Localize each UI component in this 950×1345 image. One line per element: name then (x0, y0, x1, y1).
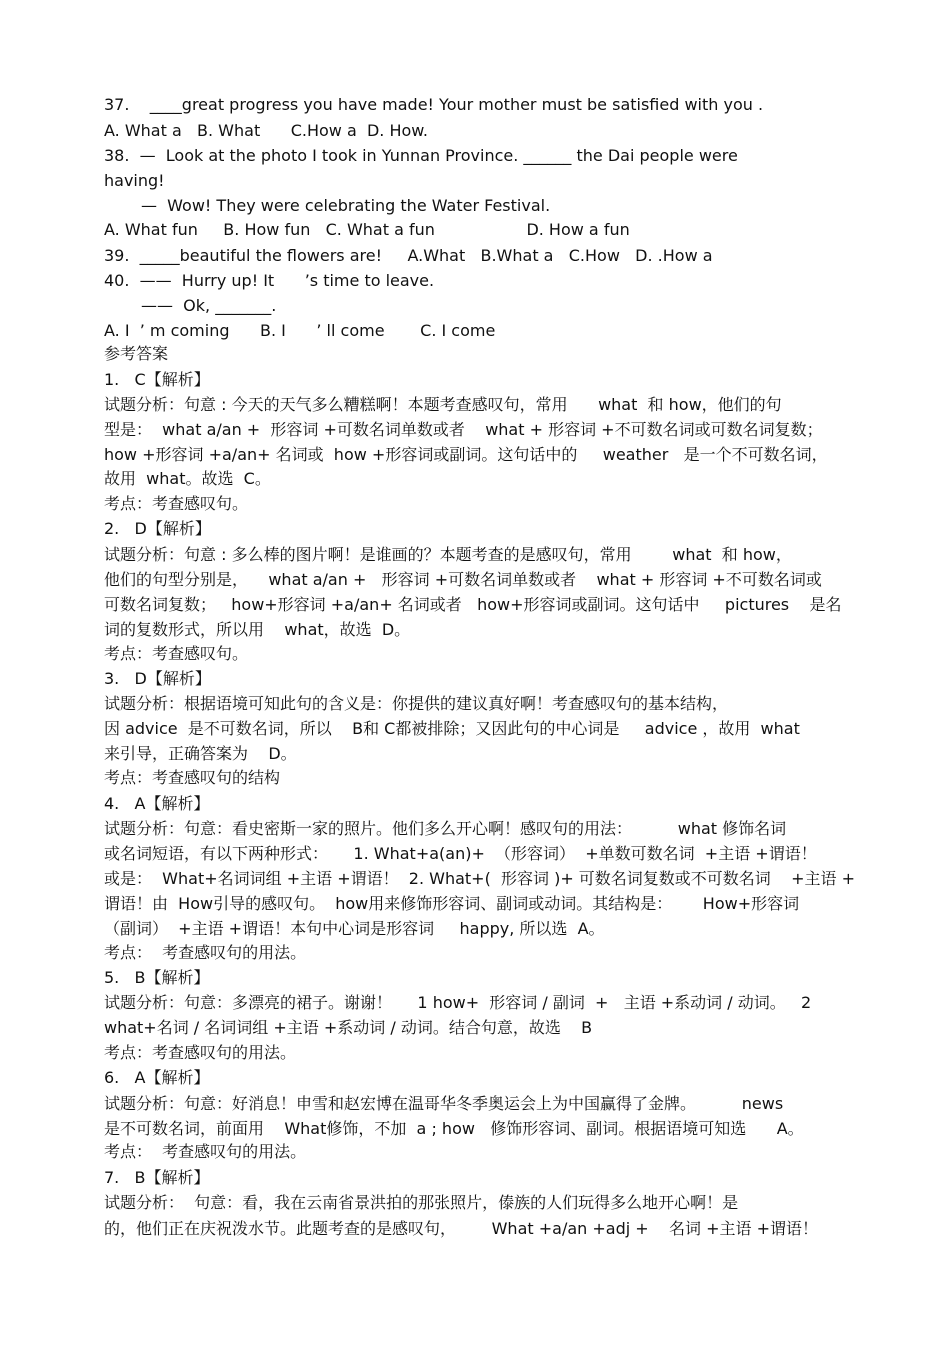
answer-line: 试题分析： 句意：看，我在云南省景洪拍的那张照片，傣族的人们玩得多么地开心啊！是 (104, 1193, 739, 1212)
answer-line: 他们的句型分别是， what a/an + 形容词 +可数名词单数或者 what + 形容词 +不可数名词或 (104, 570, 822, 589)
answer-line: 考点：考查感叹句。 (104, 644, 249, 663)
answer-line: 试题分析：句意：好消息！申雪和赵宏博在温哥华冬季奥运会上为中国赢得了金牌。 news (104, 1094, 784, 1113)
answer-line: 试题分析：句意 : 今天的天气多么糟糕啊！本题考查感叹句，常用 what 和 how，他们的句 (104, 395, 782, 414)
answer-line: 3. D【解析】 (104, 669, 211, 688)
answer-line: 试题分析：句意：看史密斯一家的照片。他们多么开心啊！感叹句的用法： what 修饰名词 (104, 819, 787, 838)
answer-line: how +形容词 +a/an+ 名词或 how +形容词或副词。这句话中的 weather 是一个不可数名词， (104, 445, 828, 464)
q40-options: A. I ’ m coming B. I ’ ll come C. I come (104, 321, 496, 340)
answer-line: 5. B【解析】 (104, 968, 210, 987)
answer-line: 考点： 考查感叹句的用法。 (104, 943, 307, 962)
answer-line: 1. C【解析】 (104, 370, 210, 389)
answer-line: 7. B【解析】 (104, 1168, 210, 1187)
q37-options: A. What a B. What C.How a D. How. (104, 121, 428, 140)
answer-line: 试题分析：句意 : 多么棒的图片啊！是谁画的？本题考查的是感叹句，常用 what 和 how， (104, 545, 792, 564)
answer-line: 考点： 考查感叹句的用法。 (104, 1142, 307, 1161)
answer-line: 故用 what。故选 C。 (104, 469, 271, 488)
q37-stem: 37. ____great progress you have made! Your mother must be satisfied with you . (104, 95, 764, 114)
answer-line: 是不可数名词，前面用 What修饰，不加 a ; how 修饰形容词、副词。根据语境可知选 A。 (104, 1119, 804, 1138)
answer-line: 或是： What+名词词组 +主语 +谓语！ 2. What+( 形容词 )+ 可数名词复数或不可数名词 +主语 + (104, 869, 856, 888)
answer-line: 试题分析：根据语境可知此句的含义是：你提供的建议真好啊！考查感叹句的基本结构， (104, 694, 729, 713)
q40-stem: 40. —— Hurry up! It ’s time to leave. (104, 271, 435, 290)
answers-heading: 参考答案 (104, 344, 169, 363)
answer-line: 考点：考查感叹句。 (104, 494, 249, 513)
answer-line: 来引导，正确答案为 D。 (104, 744, 297, 763)
answer-line: 考点：考查感叹句的结构 (104, 768, 281, 787)
q38-stem: 38. — Look at the photo I took in Yunnan Province. ______ the Dai people were (104, 146, 738, 165)
answer-line: （副词） +主语 +谓语！本句中心词是形容词 happy, 所以选 A。 (104, 919, 605, 938)
q39-line: 39. _____beautiful the flowers are! A.What B.What a C.How D. .How a (104, 246, 713, 265)
q38-reply: — Wow! They were celebrating the Water Festival. (141, 196, 551, 215)
answer-line: 考点：考查感叹句的用法。 (104, 1043, 297, 1062)
answer-line: what+名词 / 名词词组 +主语 +系动词 / 动词。结合句意，故选 B (104, 1018, 593, 1037)
q40-reply: —— Ok, _______. (141, 296, 277, 315)
q38-options: A. What fun B. How fun C. What a fun D. How a fun (104, 220, 630, 239)
answer-line: 谓语！由 How引导的感叹句。 how用来修饰形容词、副词或动词。其结构是： How+形容词 (104, 894, 800, 913)
answer-line: 可数名词复数； how+形容词 +a/an+ 名词或者 how+形容词或副词。这句话中 pictures 是名 (104, 595, 842, 614)
answer-line: 因 advice 是不可数名词，所以 B和 C都被排除；又因此句的中心词是 advice ，故用 what (104, 719, 800, 738)
answer-line: 试题分析：句意：多漂亮的裙子。谢谢！ 1 how+ 形容词 / 副词 + 主语 +系动词 / 动词。 2 (104, 993, 812, 1012)
answer-line: 4. A【解析】 (104, 794, 210, 813)
answer-line: 6. A【解析】 (104, 1068, 210, 1087)
answer-line: 的，他们正在庆祝泼水节。此题考查的是感叹句， What +a/an +adj + 名词 +主语 +谓语！ (104, 1219, 818, 1238)
answer-line: 词的复数形式，所以用 what，故选 D。 (104, 620, 411, 639)
answer-line: 2. D【解析】 (104, 519, 211, 538)
q38-stem-continued: having! (104, 171, 165, 190)
answer-line: 型是： what a/an + 形容词 +可数名词单数或者 what + 形容词 +不可数名词或可数名词复数； (104, 420, 823, 439)
answer-line: 或名词短语，有以下两种形式： 1. What+a(an)+ （形容词） +单数可数名词 +主语 +谓语！ (104, 844, 817, 863)
